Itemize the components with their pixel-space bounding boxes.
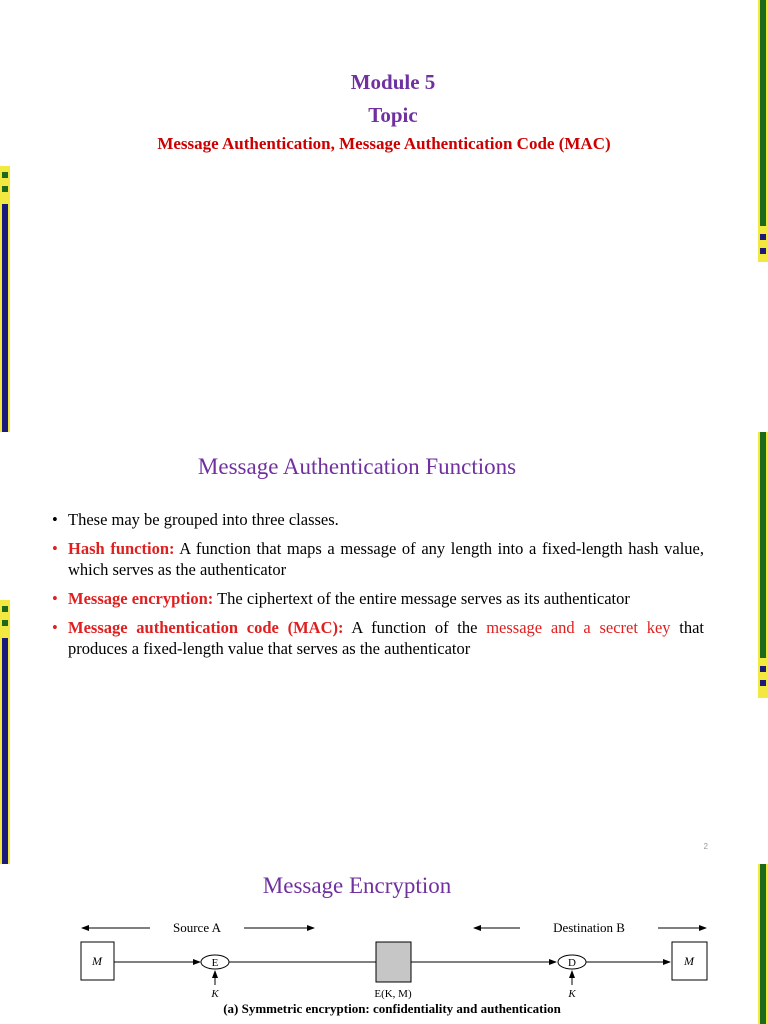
topic-subtitle: Message Authentication, Message Authentication Code (MAC) [157,134,611,153]
bullet-icon: • [52,618,58,637]
ciphertext-label: E(K, M) [374,988,412,1000]
slide-message-encryption [0,864,768,1024]
page-number: 2 [703,842,708,851]
message-right-label: M [684,954,694,968]
source-label: Source A [172,920,222,935]
bullet-text: A function that maps a message of any length into a fixed-length hash value, which serves as the authenticator [68,539,705,579]
topic-label: Topic [368,103,418,127]
encrypt-label: E [211,957,219,969]
bullet-term: Hash function: [68,539,175,558]
bullet-text: A function of the [343,618,487,637]
list-item [52,588,704,609]
diagram-caption: (a) Symmetric encryption: confidentiality and authentication [223,1001,561,1016]
edge-decoration-left [0,166,10,432]
bullet-term: Message encryption: [68,589,214,608]
bullet-term: Message authentication code (MAC): [68,618,344,637]
bullet-icon: • [52,589,58,608]
bullet-text: The ciphertext of the entire message serves as its authenticator [213,589,630,608]
decrypt-label: D [568,957,576,969]
slide-authentication-functions [0,432,768,864]
bullet-text: These may be grouped into three classes. [68,510,339,529]
symmetric-encryption-diagram [0,912,768,1024]
edge-decoration-right [758,0,768,262]
bullet-text: that produces a fixed-length value that serves as the authenticator [68,618,705,658]
slide-title [0,0,768,432]
message-left-label: M [92,954,102,968]
key-left-label: K [211,988,219,1000]
edge-decoration-left [0,600,10,864]
destination-label: Destination B [553,920,625,935]
edge-decoration-right [758,432,768,698]
list-item [52,617,704,659]
list-item [52,538,704,580]
bullet-icon: • [52,510,58,529]
list-item [52,509,704,530]
bullet-icon: • [52,539,58,558]
bullet-list [52,509,704,667]
key-right-label: K [568,988,576,1000]
slide-heading: Message Authentication Functions [197,454,517,479]
module-title: Module 5 [350,70,436,94]
ciphertext-box [376,942,411,982]
slide-heading: Message Encryption [262,873,452,898]
bullet-highlight: message and a secret key [486,618,671,637]
